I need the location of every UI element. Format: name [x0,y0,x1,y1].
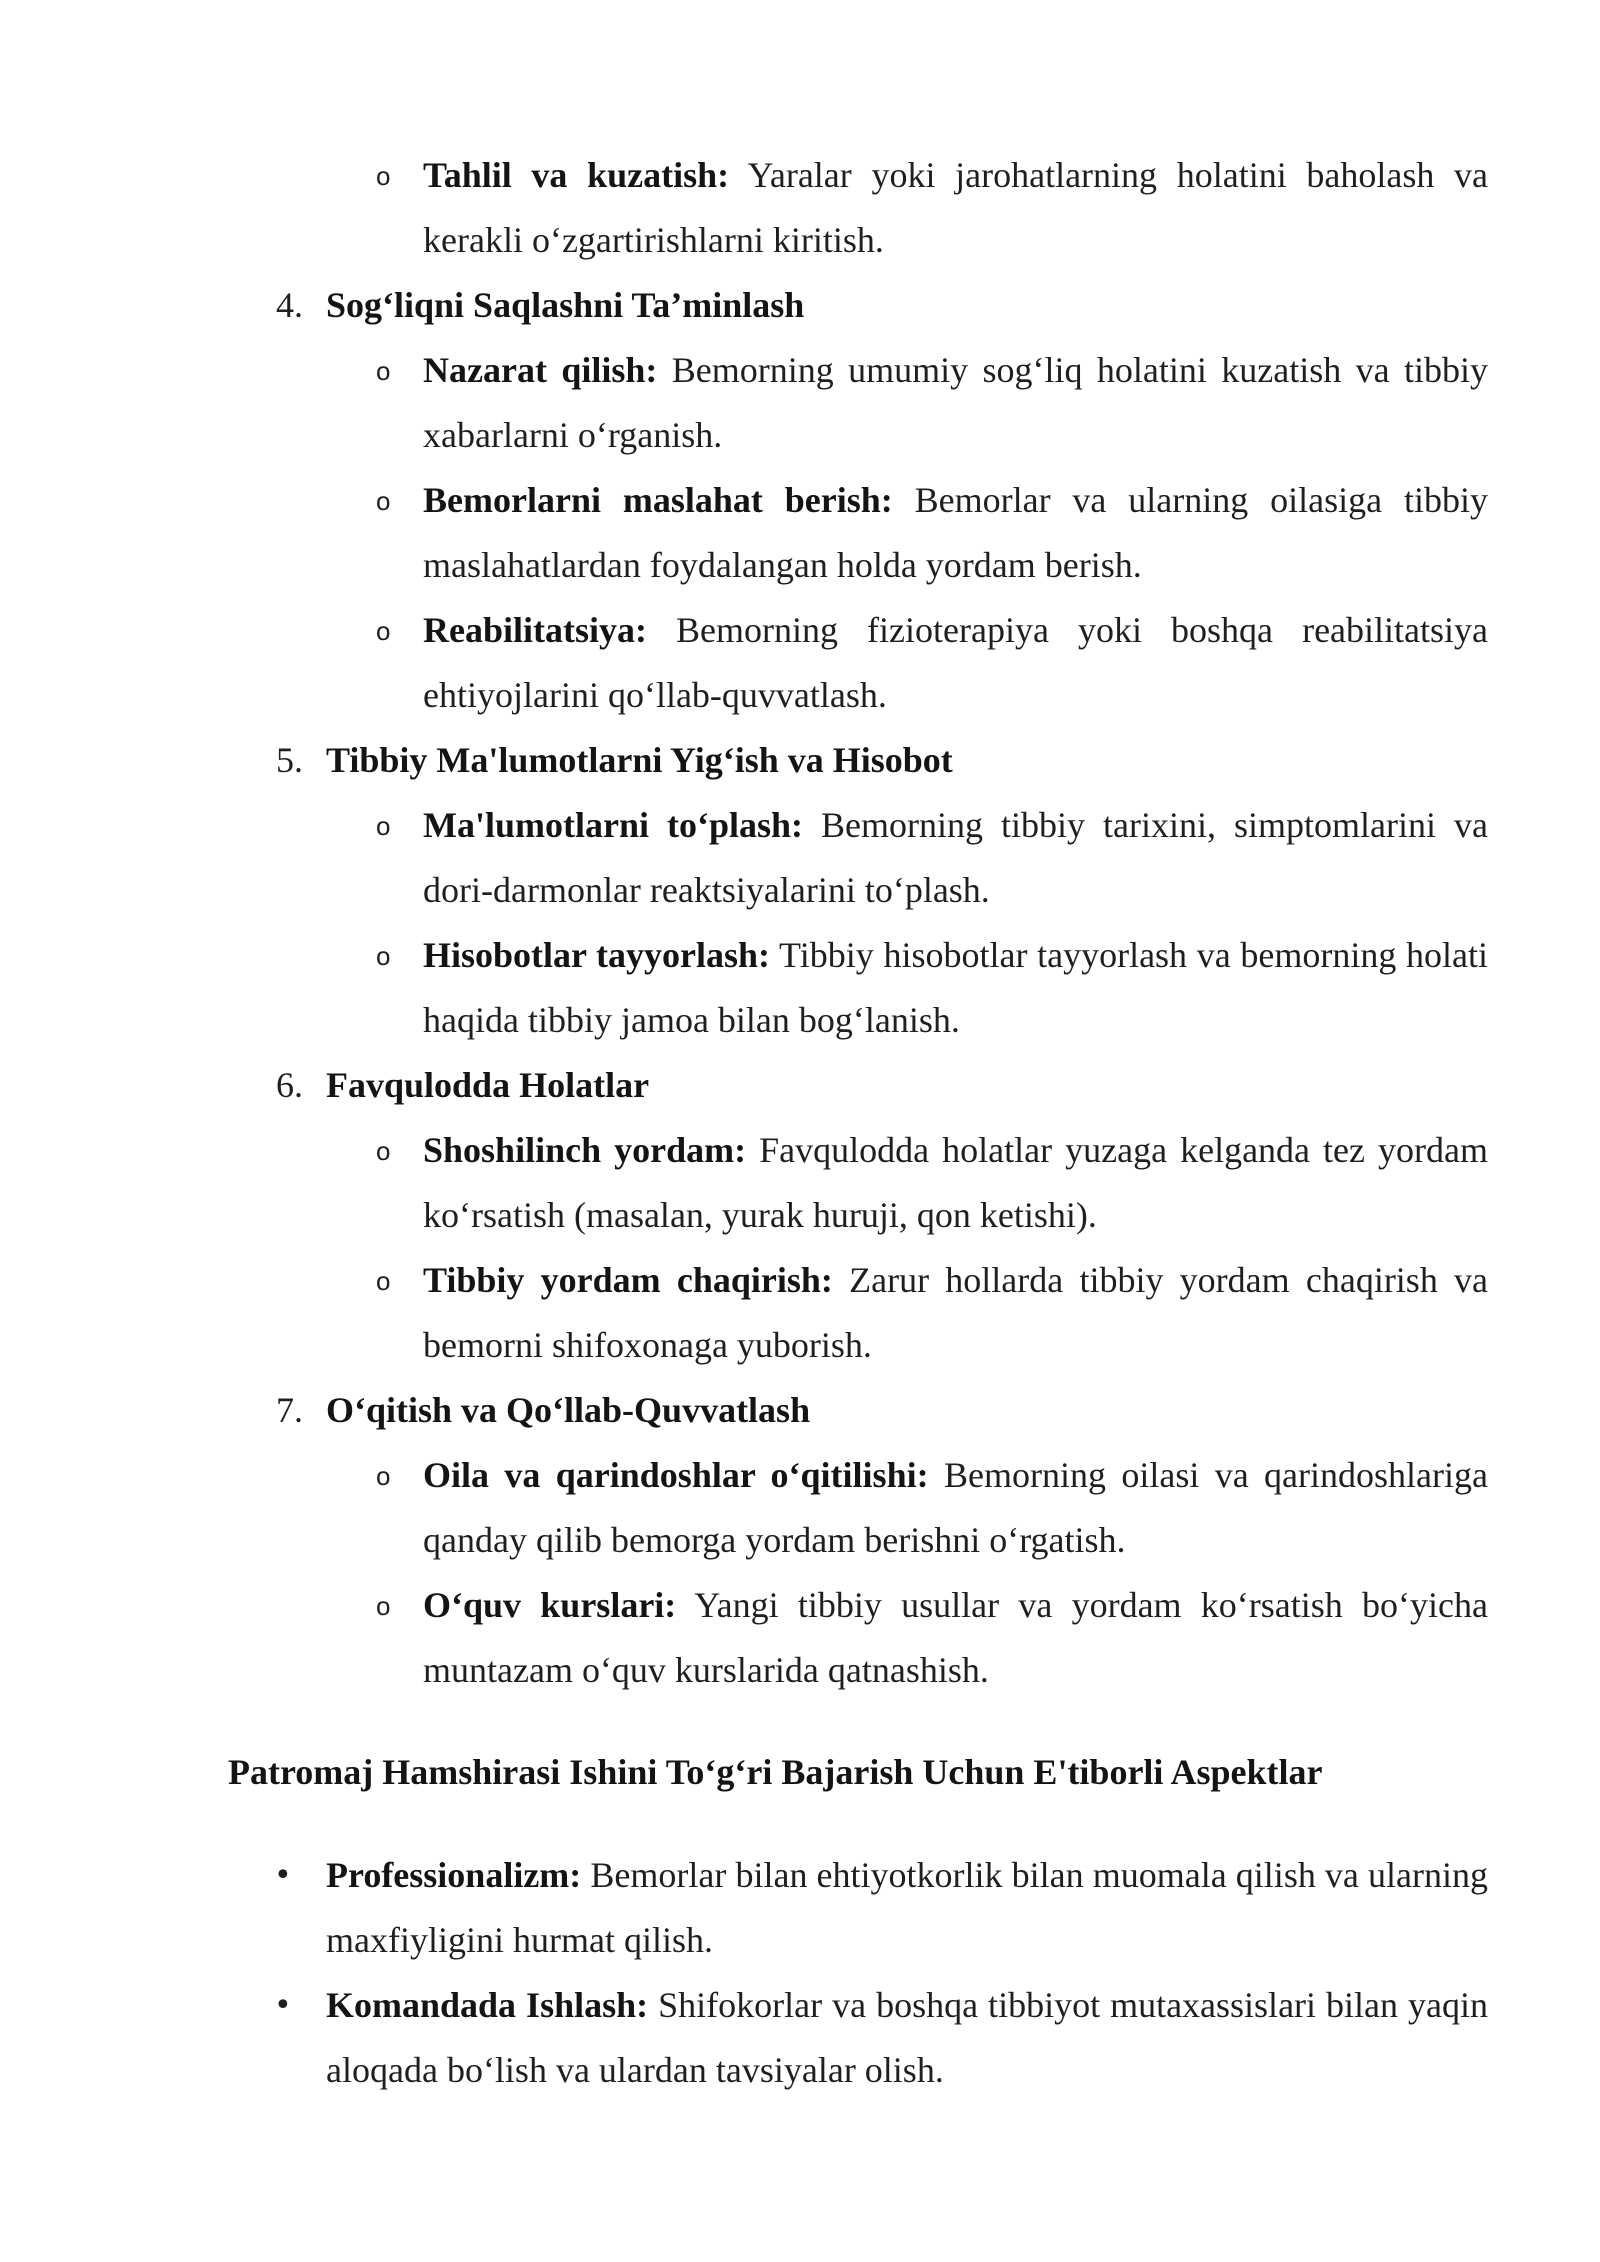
description: Bemorning oilasi va qarindoshlariga qanday qilib bemorga yordam berishni o‘rgatish. [423,1455,1488,1560]
sub-item-maslahat [376,468,1488,598]
sub-item-kurslar [376,1573,1488,1703]
sub-marker: o [376,1136,391,1166]
description: Shifokorlar va boshqa tibbiyot mutaxassislari bilan yaqin aloqada bo‘lish va ulardan tavsiyalar olish. [326,1985,1488,2090]
numbered-heading-7 [276,1378,1488,1443]
section-title: Patromaj Hamshirasi Ishini To‘g‘ri Bajarish Uchun E'tiborli Aspektlar [228,1752,1323,1792]
description: Bemorlar va ularning oilasiga tibbiy maslahatlardan foydalangan holda yordam berish. [423,480,1488,585]
heading-text: Tibbiy Ma'lumotlarni Yig‘ish va Hisobot [326,740,953,780]
bullet-marker: • [274,1988,292,2023]
sub-marker: o [376,1461,391,1491]
sub-item-nazarat [376,338,1488,468]
description: Bemorlar bilan ehtiyotkorlik bilan muomala qilish va ularning maxfiyligini hurmat qilish. [326,1855,1488,1960]
heading-text: Sog‘liqni Saqlashni Ta’minlash [326,285,805,325]
description: Favqulodda holatlar yuzaga kelganda tez yordam ko‘rsatish (masalan, yurak huruji, qon ketishi). [423,1130,1489,1235]
term: Shoshilinch yordam: [423,1130,747,1170]
sub-item-oila [376,1443,1488,1573]
heading-text: Favqulodda Holatlar [326,1065,650,1105]
sub-item-chaqirish [376,1248,1489,1378]
sub-item-shoshilinch [376,1118,1489,1248]
description: Bemorning fizioterapiya yoki boshqa reabilitatsiya ehtiyojlarini qo‘llab-quvvatlash. [423,610,1489,715]
description: Yangi tibbiy usullar va yordam ko‘rsatish bo‘yicha muntazam o‘quv kurslarida qatnashish. [423,1585,1488,1690]
sub-marker: o [376,356,391,386]
sub-marker: o [376,1266,391,1296]
description: Bemorning umumiy sog‘liq holatini kuzatish va tibbiy xabarlarni o‘rganish. [423,350,1488,455]
term: Tahlil va kuzatish: [423,155,730,195]
bullet-item-komandada [274,1973,1488,2103]
description: Yaralar yoki jarohatlarning holatini baholash va kerakli o‘zgartirishlarni kiritish. [423,155,1489,260]
bullet-marker: • [274,1858,292,1893]
sub-marker: o [376,941,391,971]
sub-marker: o [376,811,391,841]
sub-marker: o [376,161,391,191]
description: Tibbiy hisobotlar tayyorlash va bemorning holati haqida tibbiy jamoa bilan bog‘lanish. [423,935,1488,1040]
term: Komandada Ishlash: [326,1985,649,2025]
term: Bemorlarni maslahat berish: [423,480,893,520]
sub-item-hisobot [376,923,1488,1053]
list-number: 4. [276,285,303,325]
sub-marker: o [376,486,391,516]
term: Ma'lumotlarni to‘plash: [423,805,804,845]
document-content [0,143,1600,2103]
description: Bemorning tibbiy tarixini, simptomlarini va dori-darmonlar reaktsiyalarini to‘plash. [423,805,1488,910]
term: Reabilitatsiya: [423,610,647,650]
term: O‘quv kurslari: [423,1585,677,1625]
bullet-item-professionalizm [274,1843,1488,1973]
term: Professionalizm: [326,1855,582,1895]
sub-item-reabilitatsiya [376,598,1489,728]
sub-marker: o [376,616,391,646]
numbered-heading-4 [276,273,1488,338]
sub-item-tahlil [376,143,1489,273]
numbered-heading-5 [276,728,1488,793]
term: Tibbiy yordam chaqirish: [423,1260,833,1300]
list-number: 6. [276,1065,303,1105]
term: Nazarat qilish: [423,350,658,390]
list-number: 7. [276,1390,303,1430]
list-number: 5. [276,740,303,780]
heading-text: O‘qitish va Qo‘llab-Quvvatlash [326,1390,811,1430]
term: Hisobotlar tayyorlash: [423,935,771,975]
sub-marker: o [376,1591,391,1621]
sub-item-toplash [376,793,1488,923]
description: Zarur hollarda tibbiy yordam chaqirish va bemorni shifoxonaga yuborish. [423,1260,1489,1365]
numbered-heading-6 [276,1053,1488,1118]
term: Oila va qarindoshlar o‘qitilishi: [423,1455,929,1495]
